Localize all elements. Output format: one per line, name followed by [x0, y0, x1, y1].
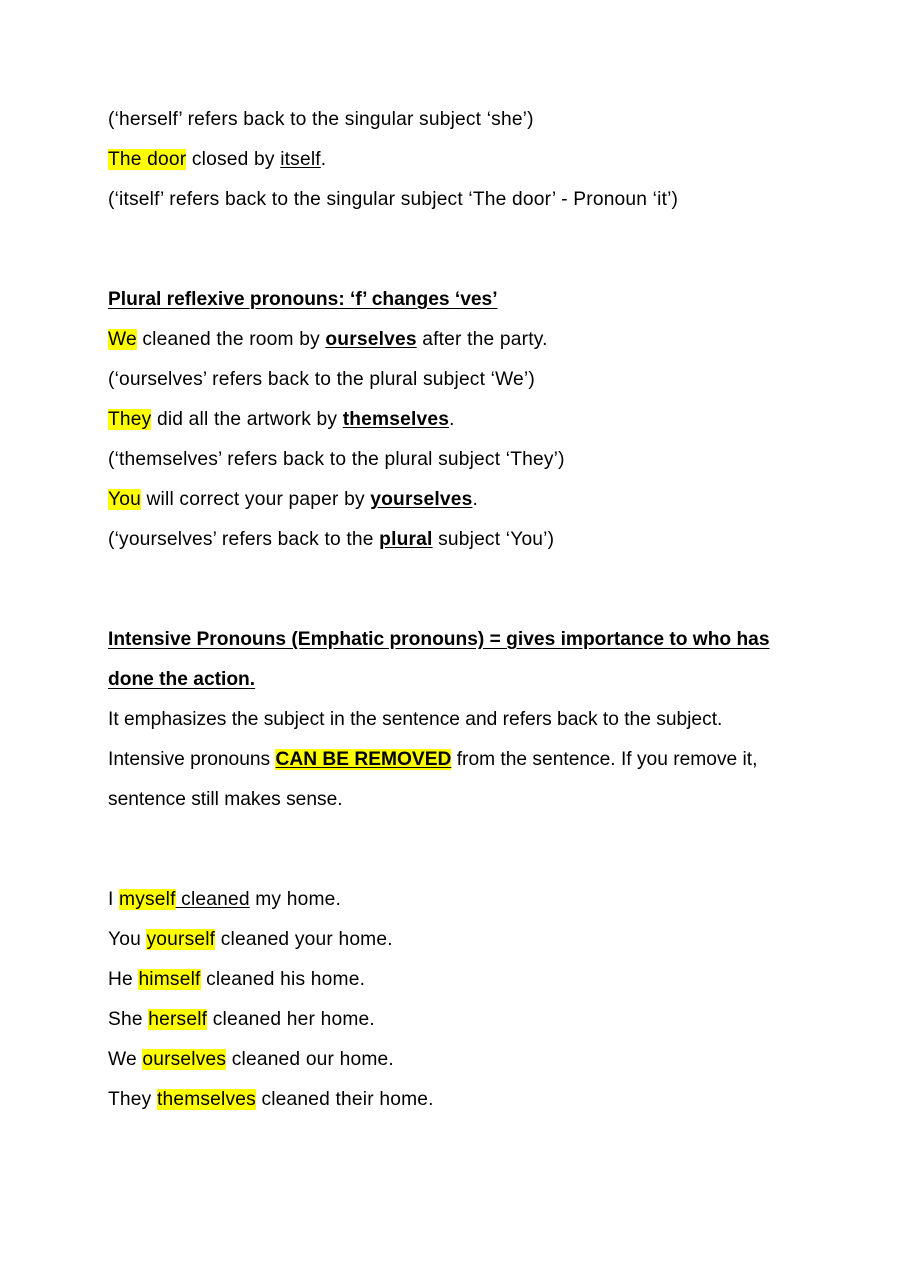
- example-they: [108, 400, 790, 440]
- example-4-pronoun-highlight: herself: [148, 1009, 208, 1030]
- note-themselves-text: (‘themselves’ refers back to the plural subject ‘They’): [108, 449, 565, 470]
- you-end-text: .: [472, 489, 478, 510]
- example-6-pronoun-highlight: themselves: [156, 1089, 256, 1110]
- intensive-description-text: It emphasizes the subject in the sentence and refers back to the subject.: [108, 709, 723, 730]
- intensive-example-6: [108, 1080, 790, 1120]
- example-4-subject: She: [108, 1009, 149, 1030]
- heading-plural-reflexive-text: Plural reflexive pronouns: ‘f’ changes ‘ves’: [108, 289, 498, 310]
- example-3-pronoun-highlight: himself: [138, 969, 201, 990]
- note-themselves: [108, 440, 790, 480]
- we-end-text: after the party.: [416, 329, 548, 350]
- intensive-example-2: [108, 920, 790, 960]
- section-gap-1: [108, 220, 790, 260]
- door-subject-highlight: The door: [108, 149, 187, 170]
- example-1-subject: I: [108, 889, 120, 910]
- example-5-rest: our home.: [300, 1049, 394, 1070]
- example-4-rest: her home.: [281, 1009, 375, 1030]
- you-subject-highlight: You: [108, 489, 141, 510]
- heading-intensive-pronouns: [108, 620, 798, 700]
- example-2-subject: You: [108, 929, 147, 950]
- intensive-example-4: [108, 1000, 790, 1040]
- note-herself: [108, 100, 790, 140]
- section-gap-3b: [108, 860, 790, 880]
- note-yourselves: [108, 520, 790, 560]
- section-gap-2: [108, 560, 790, 600]
- you-middle-text: will correct your paper by: [140, 489, 371, 510]
- we-subject-highlight: We: [108, 329, 137, 350]
- example-3-rest: his home.: [274, 969, 366, 990]
- example-door: [108, 140, 790, 180]
- example-2-rest: your home.: [289, 929, 393, 950]
- they-middle-text: did all the artwork by: [151, 409, 343, 430]
- example-we: [108, 320, 790, 360]
- can-be-removed-emphasis: CAN BE REMOVED: [275, 749, 452, 770]
- note-itself: [108, 180, 790, 220]
- example-6-rest: their home.: [330, 1089, 434, 1110]
- door-end-text: .: [320, 149, 327, 170]
- they-subject-highlight: They: [108, 409, 152, 430]
- heading-intensive-pronouns-text: Intensive Pronouns (Emphatic pronouns) = gives importance to who has done the action.: [108, 629, 770, 690]
- heading-plural-reflexive: [108, 280, 790, 320]
- we-pronoun-bold-underline: ourselves: [325, 329, 417, 350]
- example-1-pronoun-highlight: myself: [119, 889, 176, 910]
- note-ourselves: [108, 360, 790, 400]
- note-yourselves-start-text: (‘yourselves’ refers back to the: [108, 529, 380, 550]
- intensive-example-5: [108, 1040, 790, 1080]
- section-gap-3: [108, 820, 790, 860]
- you-pronoun-bold-underline: yourselves: [370, 489, 473, 510]
- example-5-pronoun-highlight: ourselves: [142, 1049, 227, 1070]
- we-middle-text: cleaned the room by: [136, 329, 326, 350]
- example-you: [108, 480, 790, 520]
- note-yourselves-end-text: subject ‘You’): [432, 529, 555, 550]
- example-2-verb: cleaned: [215, 929, 290, 950]
- example-3-verb: cleaned: [200, 969, 275, 990]
- note-itself-text: (‘itself’ refers back to the singular subject ‘The door’ - Pronoun ‘it’): [108, 189, 679, 210]
- example-3-subject: He: [108, 969, 139, 990]
- section-gap-1b: [108, 260, 790, 280]
- section-gap-2b: [108, 600, 790, 620]
- they-end-text: .: [449, 409, 455, 430]
- document-body: [108, 100, 790, 1120]
- door-pronoun-underline: itself: [280, 149, 321, 170]
- example-6-verb: cleaned: [255, 1089, 331, 1110]
- note-herself-text: (‘herself’ refers back to the singular subject ‘she’): [108, 109, 534, 130]
- example-5-verb: cleaned: [226, 1049, 301, 1070]
- removal-note-end-text: from the sentence. If you remove it, sentence still makes sense.: [108, 749, 758, 810]
- note-yourselves-plural-emphasis: plural: [379, 529, 433, 550]
- example-1-rest: my home.: [249, 889, 342, 910]
- example-6-subject: They: [108, 1089, 157, 1110]
- example-1-verb-underline: cleaned: [175, 889, 250, 910]
- example-4-verb: cleaned: [207, 1009, 282, 1030]
- removal-note-start-text: Intensive pronouns: [108, 749, 276, 770]
- example-5-subject: We: [108, 1049, 143, 1070]
- note-ourselves-text: (‘ourselves’ refers back to the plural subject ‘We’): [108, 369, 535, 390]
- intensive-description: [108, 700, 790, 740]
- intensive-example-3: [108, 960, 790, 1000]
- door-middle-text: closed by: [186, 149, 281, 170]
- example-2-pronoun-highlight: yourself: [146, 929, 216, 950]
- intensive-example-1: [108, 880, 790, 920]
- they-pronoun-bold-underline: themselves: [342, 409, 450, 430]
- intensive-removal-note: [108, 740, 790, 820]
